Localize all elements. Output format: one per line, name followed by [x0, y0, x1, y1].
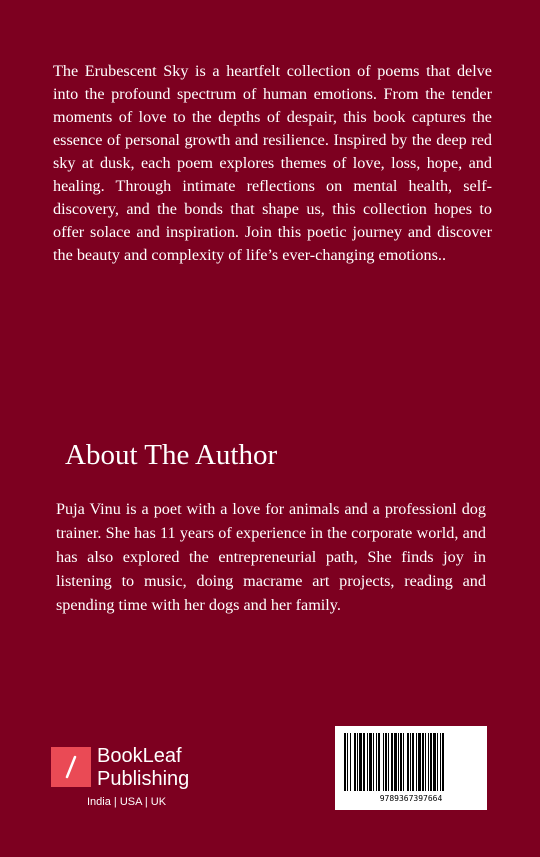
- barcode-bar: [344, 733, 346, 791]
- barcode-bar: [369, 733, 372, 791]
- barcode-bar: [412, 733, 414, 791]
- barcode-bar: [378, 733, 380, 791]
- barcode-bar: [425, 733, 426, 791]
- slash-logo-icon: [51, 747, 91, 787]
- barcode-bar: [385, 733, 387, 791]
- barcode-bar: [437, 733, 438, 791]
- barcode-bar: [428, 733, 429, 791]
- publisher-name: [97, 745, 189, 791]
- barcode-bar: [433, 733, 436, 791]
- barcode-bar: [350, 733, 351, 791]
- barcode-bar: [400, 733, 402, 791]
- isbn-barcode: [335, 726, 487, 810]
- barcode-bar: [354, 733, 356, 791]
- barcode-bar: [416, 733, 417, 791]
- barcode-bar: [398, 733, 399, 791]
- barcode-bar: [367, 733, 368, 791]
- publisher-name-line2: Publishing: [97, 768, 190, 790]
- barcode-bar: [440, 733, 441, 791]
- publisher-logo: [51, 745, 211, 815]
- publisher-name-line1: BookLeaf: [97, 745, 182, 767]
- barcode-bar: [373, 733, 374, 791]
- barcode-bar: [359, 733, 362, 791]
- barcode-bar: [422, 733, 424, 791]
- book-blurb: The Erubescent Sky is a heartfelt collection of poems that delve into the profound spectrum of human emotions. From the tender moments of love to the depths of despair, this book captures the essence of personal growth and resilience. Inspired by the deep red sky at dusk, each poem explores themes of love, loss, hope, and healing. Through intimate reflections on mental health, self-discovery, and the bonds that shape us, this collection hopes to offer solace and inspiration. Join this poetic journey and discover the beauty and complexity of life’s ever-changing emotions..: [53, 62, 492, 264]
- barcode-bar: [430, 733, 432, 791]
- barcode-bar: [347, 733, 348, 791]
- barcode-bars: [342, 733, 480, 791]
- barcode-bar: [410, 733, 411, 791]
- barcode-bar: [376, 733, 377, 791]
- barcode-bar: [357, 733, 358, 791]
- barcode-bar: [388, 733, 389, 791]
- author-bio: Puja Vinu is a poet with a love for animals and a professionl dog trainer. She has 11 years of experience in the corporate world, and has also explored the entrepreneurial path, She finds joy in listening to music, doing macrame art projects, reading and spending time with her dogs and her family.: [56, 500, 486, 614]
- barcode-bar: [394, 733, 397, 791]
- about-author-heading: About The Author: [65, 439, 278, 471]
- barcode-bar: [383, 733, 384, 791]
- isbn-number: 9789367397664: [379, 794, 443, 803]
- barcode-bar: [418, 733, 421, 791]
- barcode-bar: [407, 733, 409, 791]
- barcode-bar: [391, 733, 393, 791]
- barcode-bar: [363, 733, 365, 791]
- publisher-locations: India | USA | UK: [87, 796, 167, 808]
- barcode-bar: [403, 733, 404, 791]
- barcode-bar: [442, 733, 444, 791]
